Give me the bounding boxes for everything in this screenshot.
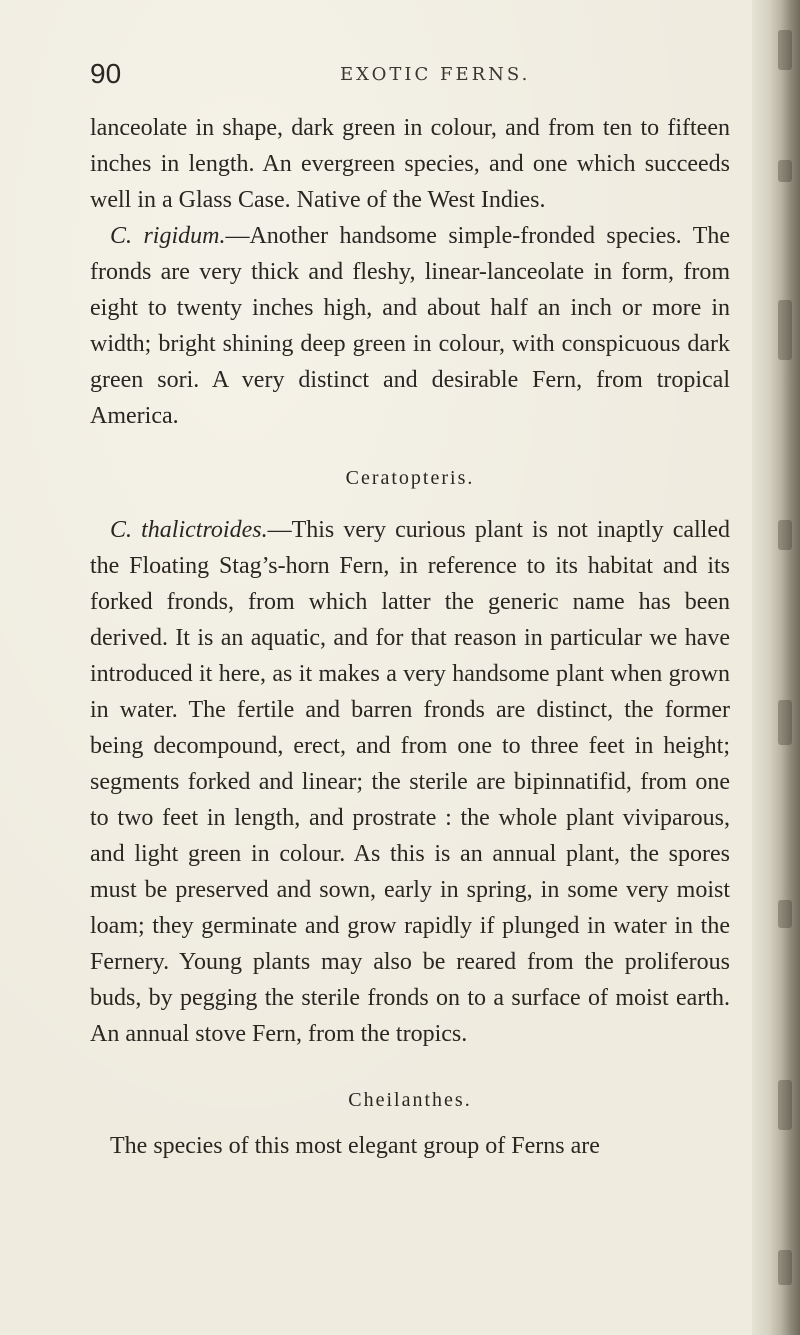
body-text [90, 110, 730, 1164]
page-header [90, 58, 730, 98]
species-name-thalictroides: C. thalictroides. [110, 517, 268, 543]
paragraph-thalictroides-text: —This very curious plant is not inaptly called the Floating Stag’s-horn Fern, in reference to its habitat and its forked fronds, from which latter the generic name has been derived. It is an aquatic, and for that reason in particular we have introduced it here, as it makes a very handsome plant when grown in water. The fertile and barren fronds are distinct, the former being decompound, erect, and from one to three feet in height; segments forked and linear; the sterile are bipinnatifid, from one to two feet in length, and prostrate : the whole plant viviparous, and light green in colour. As this is an annual plant, the spores must be preserved and sown, early in spring, in some very moist loam; they germinate and grow rapidly if plunged in water in the Fernery. Young plants may also be reared from the proliferous buds, by pegging the sterile fronds on to a surface of moist earth. An annual stove Fern, from the tropics. [90, 517, 730, 1047]
paragraph-rigidum-text: —Another handsome simple-fronded species. The fronds are very thick and fleshy, linear-lanceolate in form, from eight to twenty inches high, and about half an inch or more in width; bright shining deep green in colour, with conspicuous dark green sori. A very distinct and desirable Fern, from tropical America. [90, 223, 731, 429]
paragraph-thalictroides [90, 512, 730, 1052]
genus-heading-ceratopteris: Ceratopteris. [345, 467, 475, 489]
paragraph-cheilanthes: The species of this most elegant group of Ferns are [110, 1133, 600, 1159]
genus-heading-cheilanthes: Cheilanthes. [348, 1089, 472, 1111]
running-head: EXOTIC FERNS. [340, 64, 531, 85]
paragraph-rigidum [90, 218, 730, 434]
book-spine-edge [752, 0, 800, 1335]
page-number: 90 [90, 58, 122, 89]
paragraph-continuation: lanceolate in shape, dark green in colour, and from ten to fifteen inches in length. An evergreen species, and one which succeeds well in a Glass Case. Native of the West Indies. [90, 115, 730, 213]
species-name-rigidum: C. rigidum. [110, 223, 226, 249]
